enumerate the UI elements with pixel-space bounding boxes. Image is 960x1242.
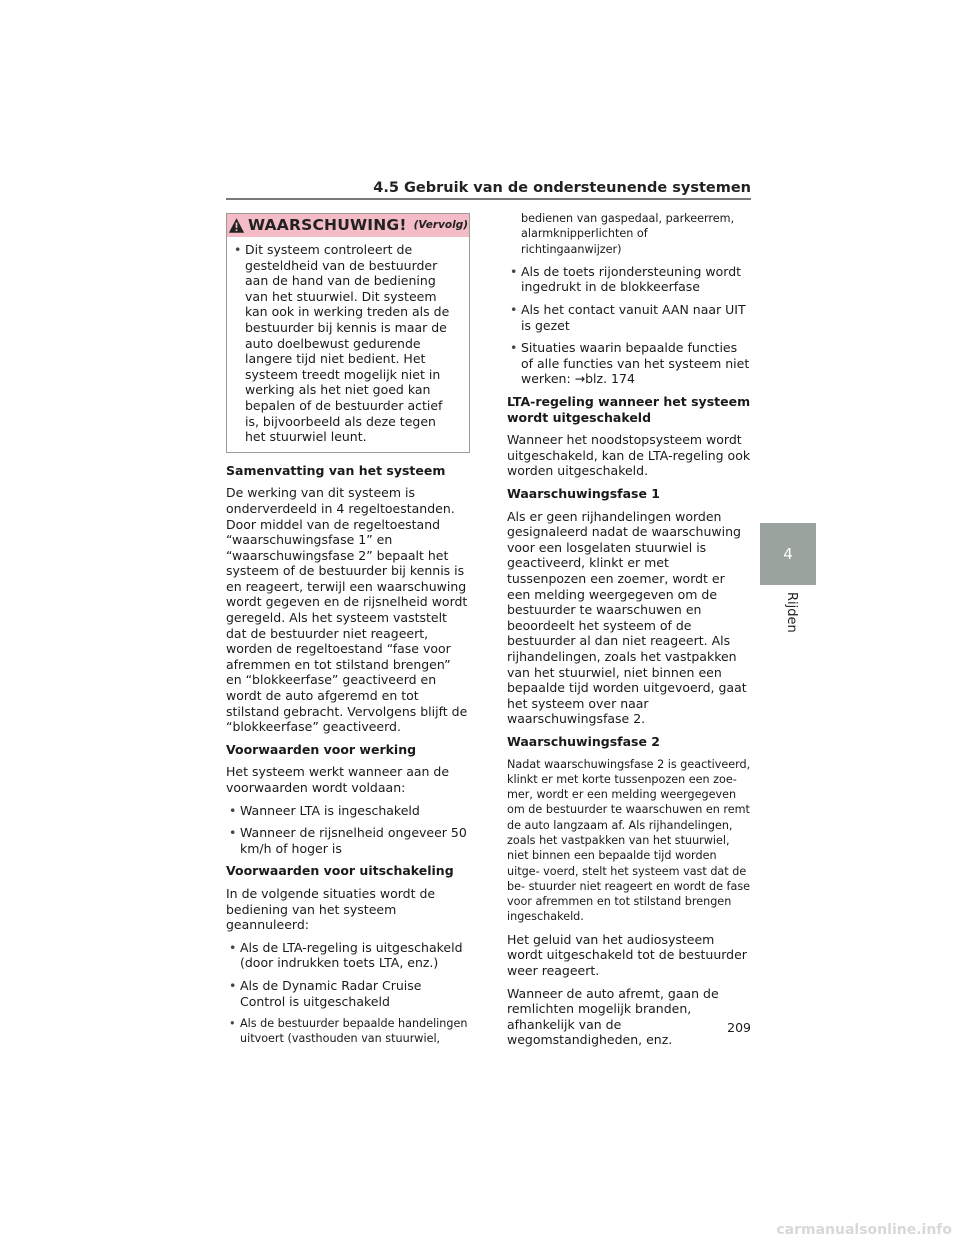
list-item: • Situaties waarin bepaalde functies of alle functies van het systeem niet werken: →blz. 174 bbox=[507, 340, 751, 387]
list-item: • Als de toets rijondersteuning wordt ingedrukt in de blokkeerfase bbox=[507, 264, 751, 295]
audio-text: Het geluid van het audiosysteem wordt uitgeschakeld tot de bestuurder weer reageert. bbox=[507, 931, 747, 978]
list-item: • Als de LTA-regeling is uitgeschakeld (door indrukken toets LTA, enz.) bbox=[226, 940, 470, 971]
list-item: • Als de Dynamic Radar Cruise Control is uitgeschakeld bbox=[226, 978, 470, 1009]
list-item: • Wanneer LTA is ingeschakeld bbox=[226, 803, 470, 819]
operate-text: Het systeem werkt wanneer aan de voorwaarden wordt voldaan: bbox=[226, 764, 450, 795]
right-column bbox=[507, 211, 751, 1055]
summary-heading: Samenvatting van het systeem bbox=[226, 462, 446, 478]
warning-body bbox=[227, 237, 469, 452]
lta-text: Wanneer het noodstopsysteem wordt uitgeschakeld, kan de LTA-regeling ook worden uitgeschakeld. bbox=[507, 432, 751, 479]
off-text: In de volgende situaties wordt de bediening van het systeem geannuleerd: bbox=[226, 885, 436, 933]
phase2-heading: Waarschuwingsfase 2 bbox=[507, 733, 660, 749]
off-list bbox=[226, 940, 470, 1047]
operate-heading: Voorwaarden voor werking bbox=[226, 741, 417, 757]
list-item: • Als de bestuurder bepaalde handelingen uitvoert (vasthouden van stuurwiel, bbox=[226, 1016, 470, 1047]
chapter-label: Rijden bbox=[784, 592, 799, 633]
warning-header bbox=[227, 214, 469, 237]
phase1-heading: Waarschuwingsfase 1 bbox=[507, 486, 660, 502]
warning-item: • Dit systeem controleert de gesteldheid van de bestuurder aan de hand van de bediening van het stuurwiel. Dit systeem kan ook in werking treden als de bestuurder bij kennis is maar de auto doelbewust gedurende langere tijd niet bedient. Het systeem treedt mogelijk niet in werking als het niet goed kan bepalen of de bestuurder actief is, bijvoorbeeld als deze tegen het stuurwiel leunt. bbox=[231, 242, 457, 445]
warning-triangle-icon bbox=[228, 217, 245, 234]
summary-text: De werking van dit systeem is onderverdeeld in 4 regeltoestanden. Door middel van de regeltoestand “waarschuwingsfase 1” en “waarschuwingsfase 2” bepaalt het systeem of de bestuurder bij kennis is en reageert, terwijl een waarschuwing wordt gegeven en de rijsnelheid wordt geregeld. Als het systeem vaststelt dat de bestuurder niet reageert, worden de regeltoestand “fase voor afremmen en tot stilstand brengen” en “blokkeerfase” geactiveerd en wordt de auto afgeremd en tot stilstand gebracht. Vervolgens blijft de “blokkeerfase” geactiveerd. bbox=[226, 485, 468, 735]
header-divider bbox=[226, 198, 751, 200]
left-column bbox=[226, 213, 470, 1054]
page-header: 4.5 Gebruik van de ondersteunende systemen bbox=[373, 180, 751, 196]
page-number: 209 bbox=[727, 1020, 751, 1035]
watermark: carmanualsonline.info bbox=[776, 1222, 952, 1238]
warning-box bbox=[226, 213, 470, 453]
warning-title: WAARSCHUWING! bbox=[247, 215, 407, 234]
operate-list bbox=[226, 803, 470, 857]
off-list-continued bbox=[507, 264, 751, 387]
off-heading: Voorwaarden voor uitschakeling bbox=[226, 863, 454, 879]
chapter-tab: 4 bbox=[760, 523, 816, 585]
lta-heading: LTA-regeling wanneer het systeem wordt uitgeschakeld bbox=[507, 394, 751, 425]
continued-text: bedienen van gaspedaal, parkeerrem, alarmknipperlichten of richtingaanwijzer) bbox=[521, 212, 735, 256]
list-item: • Als het contact vanuit AAN naar UIT is gezet bbox=[507, 302, 751, 333]
phase2-text: Nadat waarschuwingsfase 2 is geactiveerd, klinkt er met korte tussenpozen een zoe- mer, wordt er een melding weergegeven om de bestuurder te waarschuwen en remt de auto langzaam af. Als rijhandelingen, zoals het vastpakken van het stuurwiel, niet binnen een bepaalde tijd worden uitge- voerd, stelt het systeem vast dat de be- stuurder niet reageert en wordt de fase voor afremmen en tot stilstand brengen ingeschakeld. bbox=[507, 757, 751, 924]
phase1-text: Als er geen rijhandelingen worden gesignaleerd nadat de waarschuwing voor een losgelaten stuurwiel is geactiveerd, klinkt er met tussenpozen een zoemer, wordt er een melding weergegeven om de bestuurder te waarschuwen en beoordeelt het systeem of de bestuurder al dan niet reageert. Als rijhandelingen, zoals het vastpakken van het stuurwiel, niet binnen een bepaalde tijd worden uitgevoerd, gaat het systeem over naar waarschuwingsfase 2. bbox=[507, 508, 747, 727]
warning-subtitle: (Vervolg) bbox=[413, 218, 469, 231]
brake-text: Wanneer de auto afremt, gaan de remlichten mogelijk branden, afhankelijk van de wegomstandigheden, enz. bbox=[507, 985, 719, 1048]
list-item: • Wanneer de rijsnelheid ongeveer 50 km/h of hoger is bbox=[226, 825, 470, 856]
